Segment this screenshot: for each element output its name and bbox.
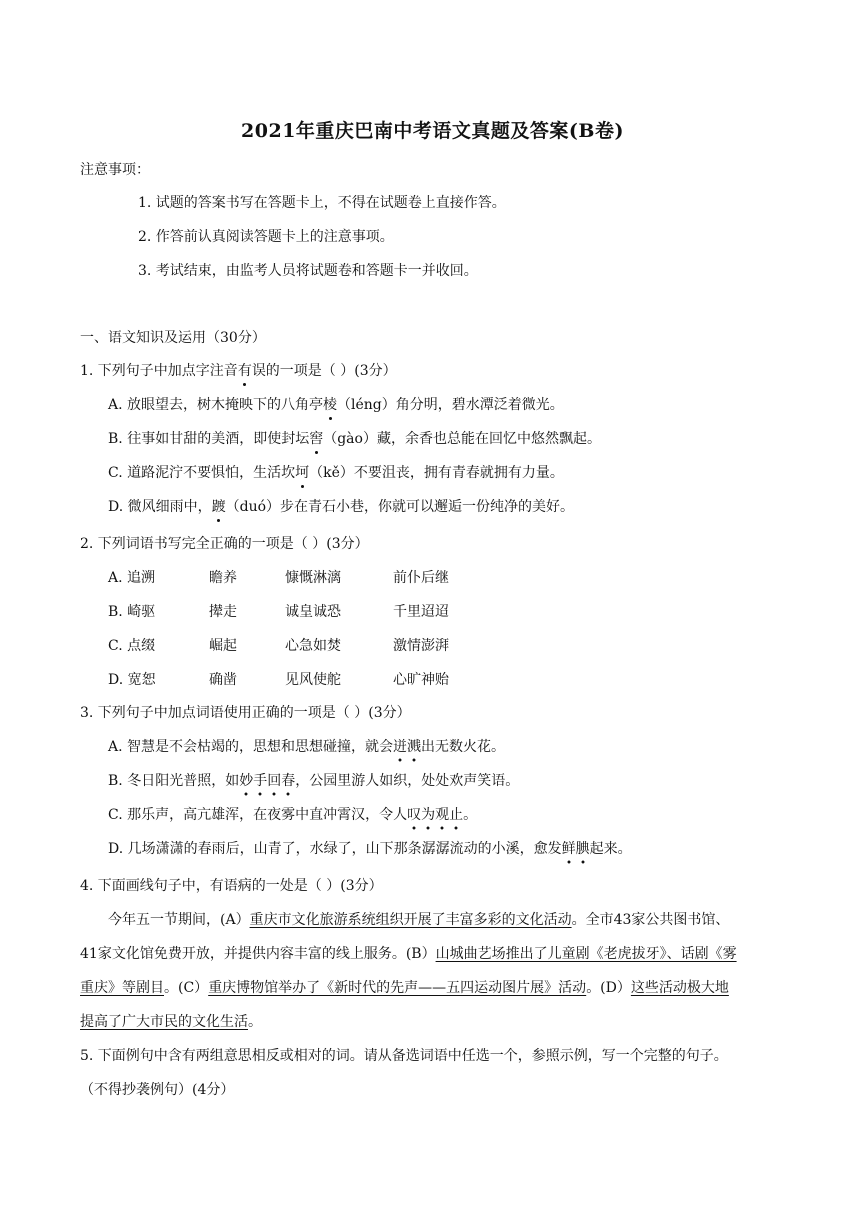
dotted-char: 窖 [309, 431, 324, 447]
emphasis-dot: 有 [237, 363, 252, 379]
underlined-sentence-b-cont: 重庆》等剧目 [80, 980, 164, 996]
question-2-stem: 2. 下列词语书写完全正确的一项是（ ）(3分） [80, 536, 369, 552]
dotted-char: 棱 [323, 397, 338, 413]
q3-option-a: A. 智慧是不会枯竭的，思想和思想碰撞，就会迸溅出无数火花。 [108, 737, 505, 757]
q3-option-d: D. 几场潇潇的春雨后，山青了，水绿了，山下那条潺潺流动的小溪，愈发鲜腆起来。 [108, 839, 632, 859]
passage-line: 41家文化馆免费开放，并提供内容丰富的线上服务。(B）山城曲艺场推出了儿童剧《老虎拔牙》、话剧《雾 [80, 946, 737, 962]
question-4-stem: 4. 下面画线句子中，有语病的一处是（ ）(3分） [80, 878, 383, 894]
dotted-word: 叹为观止 [407, 805, 463, 830]
notice-item: 1. 试题的答案书写在答题卡上，不得在试题卷上直接作答。 [138, 195, 506, 211]
question-5-stem: 5. 下面例句中含有两组意思相反或相对的词。请从备选词语中任选一个，参照示例，写一个完整的句子。 [80, 1048, 728, 1064]
dotted-word: 妙手回春 [239, 771, 295, 796]
q1-option-d: D. 微风细雨中，踱（duó）步在青石小巷，你就可以邂逅一份纯净的美好。 [108, 499, 575, 515]
passage-line: 今年五一节期间，(A）重庆市文化旅游系统组织开展了丰富多彩的文化活动。全市43家公共图书馆、 [108, 912, 730, 928]
q2-option-b: B. 崎驱 撵走 诚皇诚恐 千里迢迢 [108, 604, 449, 620]
section-heading: 一、语文知识及运用（30分） [80, 330, 266, 346]
page-title: 2021年重庆巴南中考语文真题及答案(B卷) [241, 120, 624, 142]
q2-option-c: C. 点缀 崛起 心急如焚 激情澎湃 [108, 638, 449, 654]
passage-line: 重庆》等剧目。(C）重庆博物馆举办了《新时代的先声——五四运动图片展》活动。(D）这些活动极大地 [80, 980, 729, 996]
question-1-stem: 1. 下列句子中加点字注音有误的一项是（ ）(3分） [80, 363, 397, 379]
underlined-sentence-d: 这些活动极大地 [630, 980, 729, 996]
dotted-word: 迸溅 [393, 737, 421, 762]
dotted-char: 踱 [211, 499, 226, 515]
underlined-sentence-d-cont: 提高了广大市民的文化生活 [80, 1014, 248, 1030]
dotted-word: 鲜腆 [562, 839, 590, 864]
notice-item: 3. 考试结束，由监考人员将试题卷和答题卡一并收回。 [138, 263, 478, 279]
q3-option-b: B. 冬日阳光普照，如妙手回春，公园里游人如织，处处欢声笑语。 [108, 771, 519, 791]
question-5-note: （不得抄袭例句）(4分） [80, 1082, 235, 1098]
q2-option-a: A. 追溯 瞻养 慷慨淋漓 前仆后继 [108, 570, 449, 586]
dotted-char: 坷 [295, 465, 310, 481]
underlined-sentence-a: 重庆市文化旅游系统组织开展了丰富多彩的文化活动 [249, 912, 572, 928]
q1-option-c: C. 道路泥泞不要惧怕，生活坎坷（kě）不要沮丧，拥有青春就拥有力量。 [108, 465, 564, 481]
underlined-sentence-c: 重庆博物馆举办了《新时代的先声——五四运动图片展》活动 [208, 980, 587, 996]
passage-line: 提高了广大市民的文化生活。 [80, 1014, 262, 1030]
notice-item: 2. 作答前认真阅读答题卡上的注意事项。 [138, 229, 394, 245]
notice-heading: 注意事项： [80, 162, 150, 178]
q1-option-b: B. 往事如甘甜的美酒，即使封坛窖（gào）藏，余香也总能在回忆中悠然飘起。 [108, 431, 601, 447]
q3-option-c: C. 那乐声，高亢雄浑，在夜雾中直冲霄汉，令人叹为观止。 [108, 805, 477, 825]
underlined-sentence-b: 山城曲艺场推出了儿童剧《老虎拔牙》、话剧《雾 [435, 946, 737, 962]
question-3-stem: 3. 下列句子中加点词语使用正确的一项是（ ）(3分） [80, 705, 411, 721]
q2-option-d: D. 宽恕 确凿 见风使舵 心旷神贻 [108, 672, 449, 688]
q1-option-a: A. 放眼望去，树木掩映下的八角亭棱（léng）角分明，碧水潭泛着微光。 [108, 397, 564, 413]
